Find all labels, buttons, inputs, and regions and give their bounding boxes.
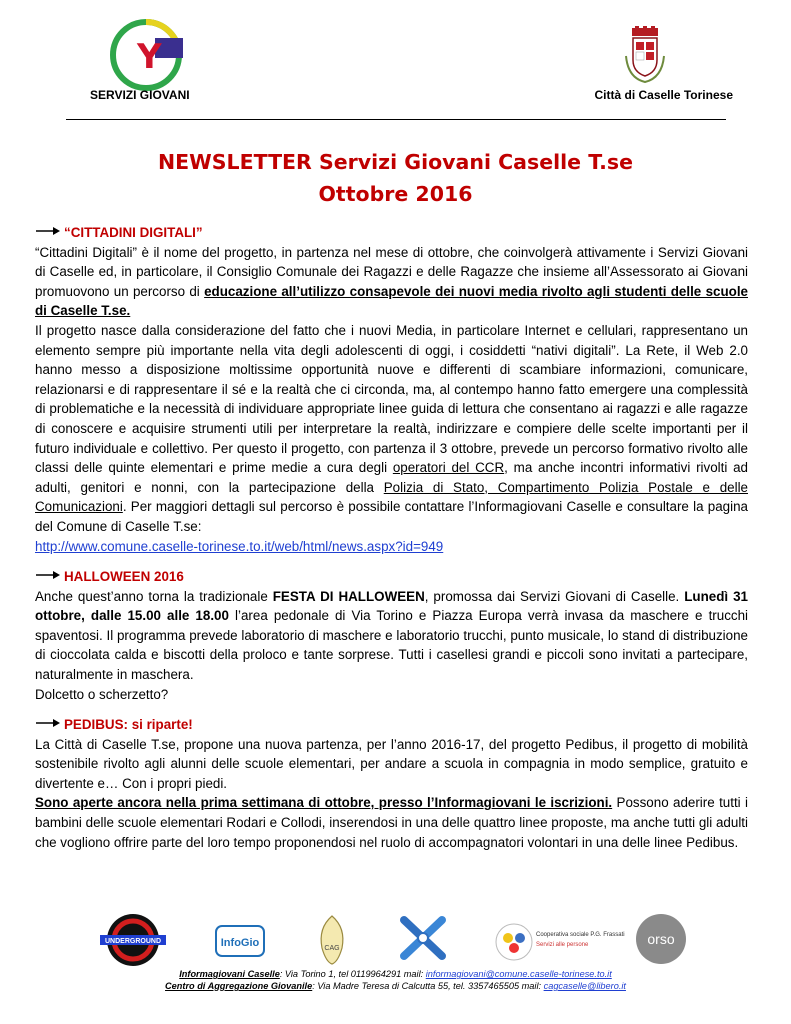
header-divider xyxy=(66,119,726,120)
arrow-right-icon xyxy=(35,570,61,580)
orso-logo xyxy=(632,910,690,968)
infogio-logo xyxy=(214,916,266,968)
section-title: PEDIBUS: si riparte! xyxy=(64,717,193,732)
underlined-text: operatori del CCR xyxy=(392,460,505,476)
cag-logo xyxy=(312,914,352,966)
paragraph-text: . Per maggiori dettagli sul percorso è possibile contattare l’Informagiovani Caselle e consultare la pagina del Comune di Caselle T.se: xyxy=(35,499,748,534)
paragraph-text: Il progetto nasce dalla considerazione del fatto che i nuovi Media, in particolare Internet e cellulari, rappresentano un elemento sempre più importante nella vita degli adolescenti di oggi, i cosiddetti “nativi digitali”. La Rete, il Web 2.0 hanno messo a disposizione moltissime opportunità nuove e differenti di scambiare informazioni, comunicare, relazionarsi e di rappresentare il sé e la realtà che ci circonda, ma, al contempo hanno fatto emergere una complessità di problematiche e la necessità di individuare appropriate linee guida di lettura che consentano ai ragazzi e alle ragazze di conoscere e acquisire strumenti utili per interpretare la realtà, indirizzare e compiere delle scelte importanti per il futuro individuale e collettivo. Per questo il progetto, con partenza il 3 ottobre, prevede un percorso formativo rivolto alle classi delle quinte elementari e prime medie a cura degli xyxy=(35,322,748,476)
arrow-right-icon xyxy=(35,718,61,728)
section-cittadini-digitali xyxy=(35,223,748,556)
newsletter-title: NEWSLETTER Servizi Giovani Caselle T.se xyxy=(158,150,633,174)
footer-centro-aggregazione xyxy=(0,981,791,991)
header-left-label: SERVIZI GIOVANI xyxy=(90,88,190,102)
paragraph xyxy=(35,321,748,537)
section-heading xyxy=(35,223,748,243)
section-heading xyxy=(35,567,748,587)
section-pedibus xyxy=(35,715,748,852)
paragraph xyxy=(35,243,748,321)
svg-text:CAG: CAG xyxy=(324,945,340,952)
emphasis-text: educazione all’utilizzo consapevole dei nuovi media rivolto agli studenti delle scuole di Caselle T.se. xyxy=(35,283,748,319)
paragraph-text: , promossa dai Servizi Giovani di Caselle. xyxy=(424,588,685,604)
svg-text:Cooperativa sociale P.G. Frass: Cooperativa sociale P.G. Frassati xyxy=(536,932,625,938)
footer-label: Centro di Aggregazione Giovanile xyxy=(165,981,313,991)
header-right-label: Città di Caselle Torinese xyxy=(594,88,733,102)
footer-text: : Via Torino 1, tel 0119964291 mail: xyxy=(279,969,426,979)
emphasis-text: FESTA DI HALLOWEEN xyxy=(272,588,425,604)
svg-text:orso: orso xyxy=(647,931,675,947)
svg-text:Servizi alle persone: Servizi alle persone xyxy=(536,942,589,948)
paragraph: La Città di Caselle T.se, propone una nuova partenza, per l’anno 2016-17, del progetto Pedibus, il progetto di mobilità sostenibile rivolto agli alunni delle scuole elementari, per andare a scuola in compagnia in modo semplice, gratuito e divertente e… Con i propri piedi. xyxy=(35,736,748,791)
section-title: “CITTADINI DIGITALI” xyxy=(64,225,203,240)
paragraph-text: l’area pedonale di Via Torino e Piazza Europa verrà invasa da maschere e trucchi spaventosi. Il programma prevede laboratorio di maschere e laboratorio trucchi, punto musicale, lo stand di distribuzione di cioccolata calda e biscotti della proloco e tante sorprese. Tutti i casellesi grandi e piccoli sono invitati a partecipare, naturalmente in maschera. xyxy=(35,608,749,682)
newsletter-date: Ottobre 2016 xyxy=(318,182,473,206)
svg-text:InfoGio: InfoGio xyxy=(220,937,260,949)
informagiovani-email-link[interactable]: informagiovani@comune.caselle-torinese.to.it xyxy=(425,969,612,979)
paragraph-text: Possono aderire tutti i bambini delle scuole elementari Rodari e Collodi, inserendosi in una delle quattro linee proposte, ma anche tutti gli adulti che vogliono offrire parte del loro tempo proponendosi nel ruolo di accompagnatori volontari in una delle linee Pedibus. xyxy=(35,795,748,850)
footer-label: Informagiovani Caselle xyxy=(179,969,280,979)
paragraph-text: , ma anche incontri informativi rivolti ad adulti, genitori e nonni, con la partecipazione della xyxy=(35,460,749,495)
arrow-right-icon xyxy=(35,226,61,236)
servizi-giovani-logo xyxy=(108,18,188,92)
emphasis-text: Sono aperte ancora nella prima settimana di ottobre, presso l’Informagiovani le iscrizioni. xyxy=(35,795,613,811)
underground-logo xyxy=(94,912,172,968)
paragraph: Dolcetto o scherzetto? xyxy=(35,686,169,702)
section-title: HALLOWEEN 2016 xyxy=(64,569,184,584)
section-heading xyxy=(35,715,748,735)
paragraph-text: “Cittadini Digitali” è il nome del progetto, in partenza nel mese di ottobre, che coinvolgerà attivamente i Servizi Giovani di Caselle ed, in particolare, il Consiglio Comunale dei Ragazzi e delle Ragazze che insieme all’Assessorato ai Giovani promuovono un percorso di xyxy=(35,244,748,299)
svg-text:Y: Y xyxy=(137,37,162,77)
ccr-logo xyxy=(398,910,448,964)
paragraph xyxy=(35,587,748,685)
emphasis-text: Lunedì 31 ottobre, dalle 15.00 alle 18.00 xyxy=(35,588,748,624)
section-halloween xyxy=(35,567,748,704)
footer-informagiovani xyxy=(0,969,791,979)
underlined-text: Polizia di Stato, Compartimento Polizia Postale e delle Comunicazioni xyxy=(35,479,748,515)
svg-text:UNDERGROUND: UNDERGROUND xyxy=(105,938,161,945)
paragraph-text: Anche quest’anno torna la tradizionale xyxy=(35,588,273,604)
cag-email-link[interactable]: cagcaselle@libero.it xyxy=(543,981,626,991)
footer-text: : Via Madre Teresa di Calcutta 55, tel. 3357465505 mail: xyxy=(312,981,544,991)
comune-news-link[interactable]: http://www.comune.caselle-torinese.to.it/web/html/news.aspx?id=949 xyxy=(35,538,444,554)
paragraph xyxy=(35,793,748,852)
city-coat-of-arms xyxy=(622,26,668,86)
cooperativa-frassati-logo xyxy=(494,916,625,966)
